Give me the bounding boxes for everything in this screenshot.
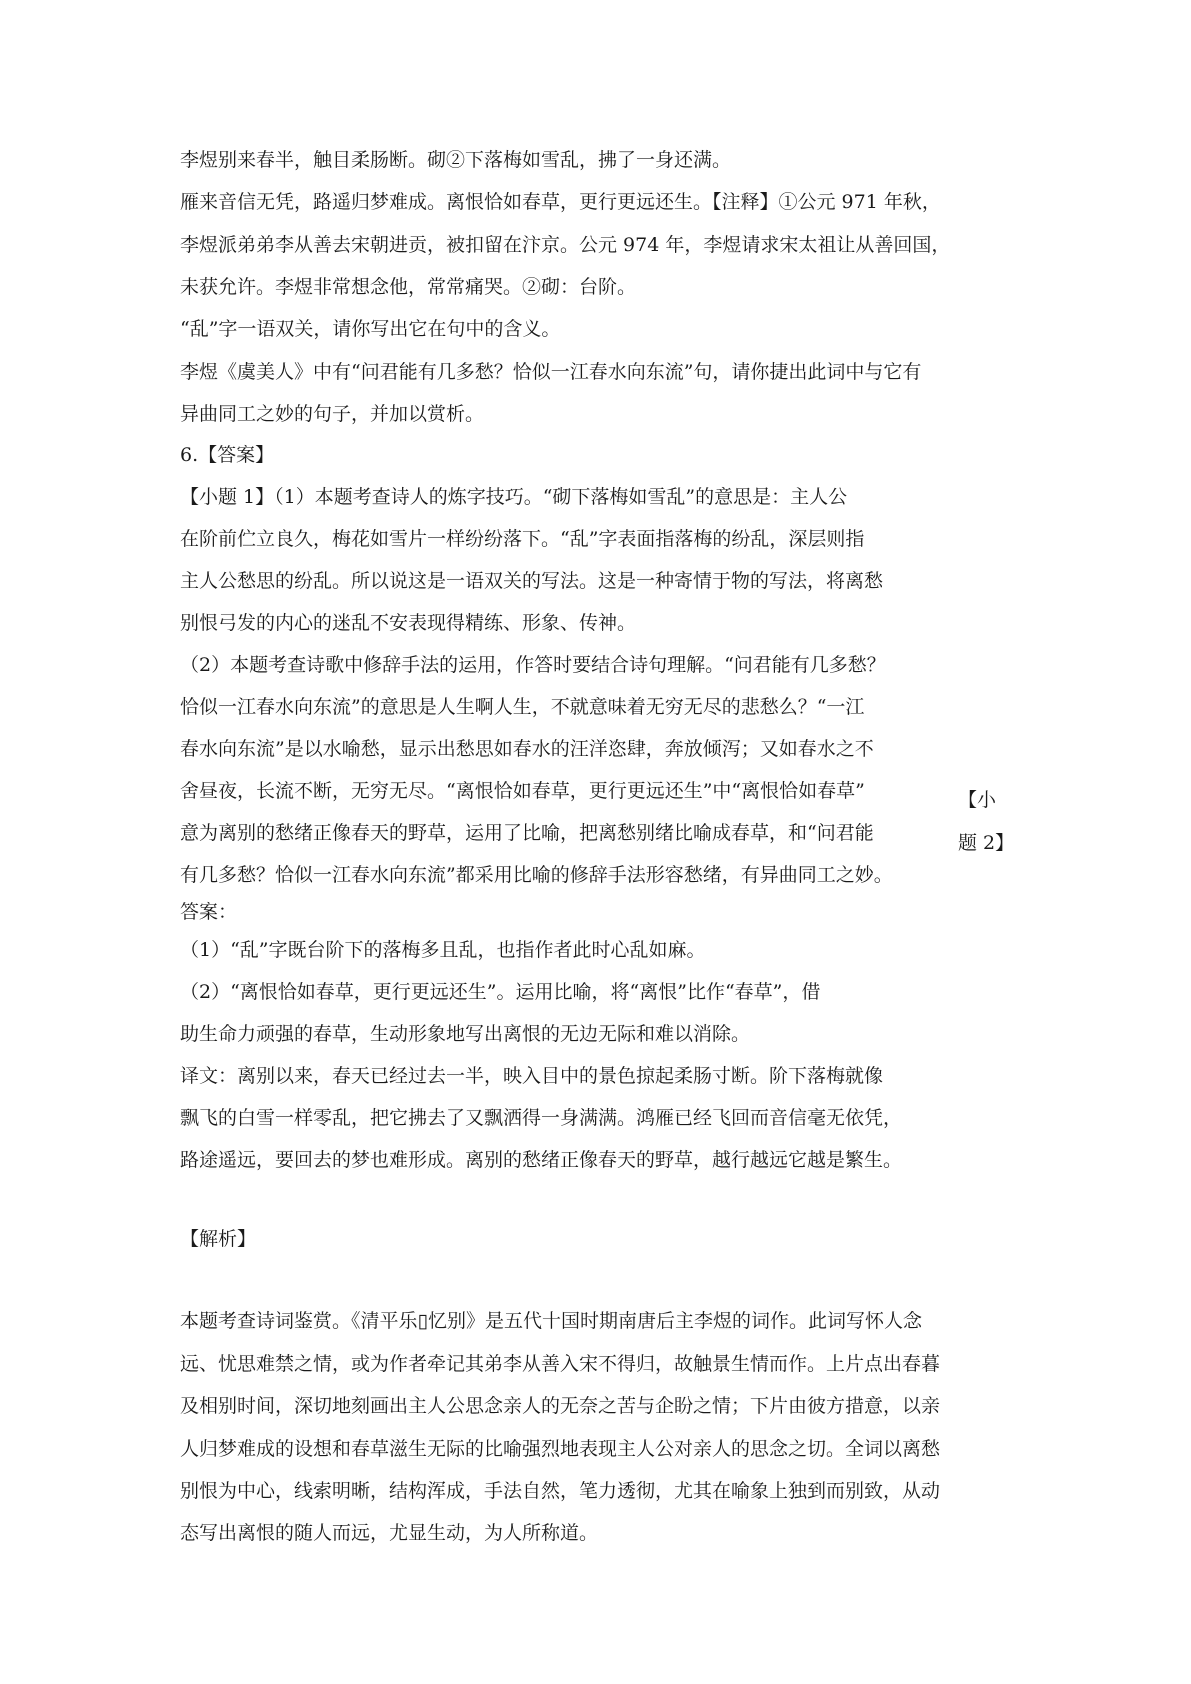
answer-label: 答案：: [180, 901, 238, 923]
analysis-line: 本题考查诗词鉴赏。《清平乐▯忆别》是五代十国时期南唐后主李煜的词作。此词写怀人念: [180, 1310, 922, 1332]
answer-line: 主人公愁思的纷乱。所以说这是一语双关的写法。这是一种寄情于物的写法，将离愁: [180, 570, 884, 592]
translation-line: 路途遥远，要回去的梦也难形成。离别的愁绪正像春天的野草，越行越远它越是繁生。: [180, 1149, 903, 1171]
answer-line: 恰似一江春水向东流”的意思是人生啊人生，不就意味着无穷无尽的悲愁么？“一江: [180, 696, 865, 718]
answer-line: 舍昼夜，长流不断，无穷无尽。“离恨恰如春草，更行更远还生”中“离恨恰如春草”: [180, 780, 865, 802]
analysis-line: 及相别时间，深切地刻画出主人公思念亲人的无奈之苦与企盼之情；下片由彼方措意，以亲: [180, 1395, 941, 1417]
analysis-line: 别恨为中心，线索明晰，结构浑成，手法自然，笔力透彻，尤其在喻象上独到而别致，从动: [180, 1480, 941, 1502]
analysis-line: 人归梦难成的设想和春草滋生无际的比喻强烈地表现主人公对亲人的思念之切。全词以离愁: [180, 1438, 941, 1460]
answer-line: 春水向东流”是以水喻愁，显示出愁思如春水的汪洋恣肆，奔放倾泻；又如春水之不: [180, 738, 874, 760]
answer-line: 助生命力顽强的春草，生动形象地写出离恨的无边无际和难以消除。: [180, 1023, 751, 1045]
answer-header: 6.【答案】: [180, 444, 275, 466]
question-line: “乱”字一语双关，请你写出它在句中的含义。: [180, 318, 561, 340]
poem-line: 未获允许。李煜非常想念他，常常痛哭。②砌：台阶。: [180, 276, 637, 298]
answer-line: （2）“离恨恰如春草，更行更远还生”。运用比喻，将“离恨”比作“春草”，借: [180, 981, 821, 1003]
poem-line: 李煜别来春半，触目柔肠断。砌②下落梅如雪乱，拂了一身还满。: [180, 149, 732, 171]
answer-line: 有几多愁？恰似一江春水向东流”都采用比喻的修辞手法形容愁绪，有异曲同工之妙。: [180, 864, 893, 886]
poem-line: 雁来音信无凭，路遥归梦难成。离恨恰如春草，更行更远还生。【注释】①公元 971 年秋，: [180, 191, 941, 213]
poem-line: 李煜派弟弟李从善去宋朝进贡，被扣留在汴京。公元 974 年，李煜请求宋太祖让从善回国，: [180, 234, 951, 256]
answer-line: （1）“乱”字既台阶下的落梅多且乱，也指作者此时心乱如麻。: [180, 939, 706, 961]
side-label: 【小: [958, 789, 997, 811]
side-label: 题 2】: [958, 832, 1015, 854]
question-line: 李煜《虞美人》中有“问君能有几多愁？恰似一江春水向东流”句，请你捷出此词中与它有: [180, 361, 922, 383]
analysis-line: 远、忧思难禁之情，或为作者牵记其弟李从善入宋不得归，故触景生情而作。上片点出春暮: [180, 1353, 941, 1375]
question-line: 异曲同工之妙的句子，并加以赏析。: [180, 403, 485, 425]
answer-line: （2）本题考查诗歌中修辞手法的运用，作答时要结合诗句理解。“问君能有几多愁？: [180, 654, 886, 676]
answer-line: 【小题 1】（1）本题考查诗人的炼字技巧。“砌下落梅如雪乱”的意思是：主人公: [180, 486, 848, 508]
translation-line: 飘飞的白雪一样零乱，把它拂去了又飘洒得一身满满。鸿雁已经飞回而音信毫无依凭，: [180, 1107, 903, 1129]
answer-line: 在阶前伫立良久，梅花如雪片一样纷纷落下。“乱”字表面指落梅的纷乱，深层则指: [180, 528, 865, 550]
answer-line: 别恨弓发的内心的迷乱不安表现得精练、形象、传神。: [180, 612, 637, 634]
analysis-line: 态写出离恨的随人而远，尤显生动，为人所称道。: [180, 1522, 599, 1544]
answer-line: 意为离别的愁绪正像春天的野草，运用了比喻，把离愁别绪比喻成春草，和“问君能: [180, 822, 874, 844]
translation-line: 译文：离别以来，春天已经过去一半，映入目中的景色掠起柔肠寸断。阶下落梅就像: [180, 1065, 884, 1087]
analysis-header: 【解析】: [180, 1228, 257, 1250]
